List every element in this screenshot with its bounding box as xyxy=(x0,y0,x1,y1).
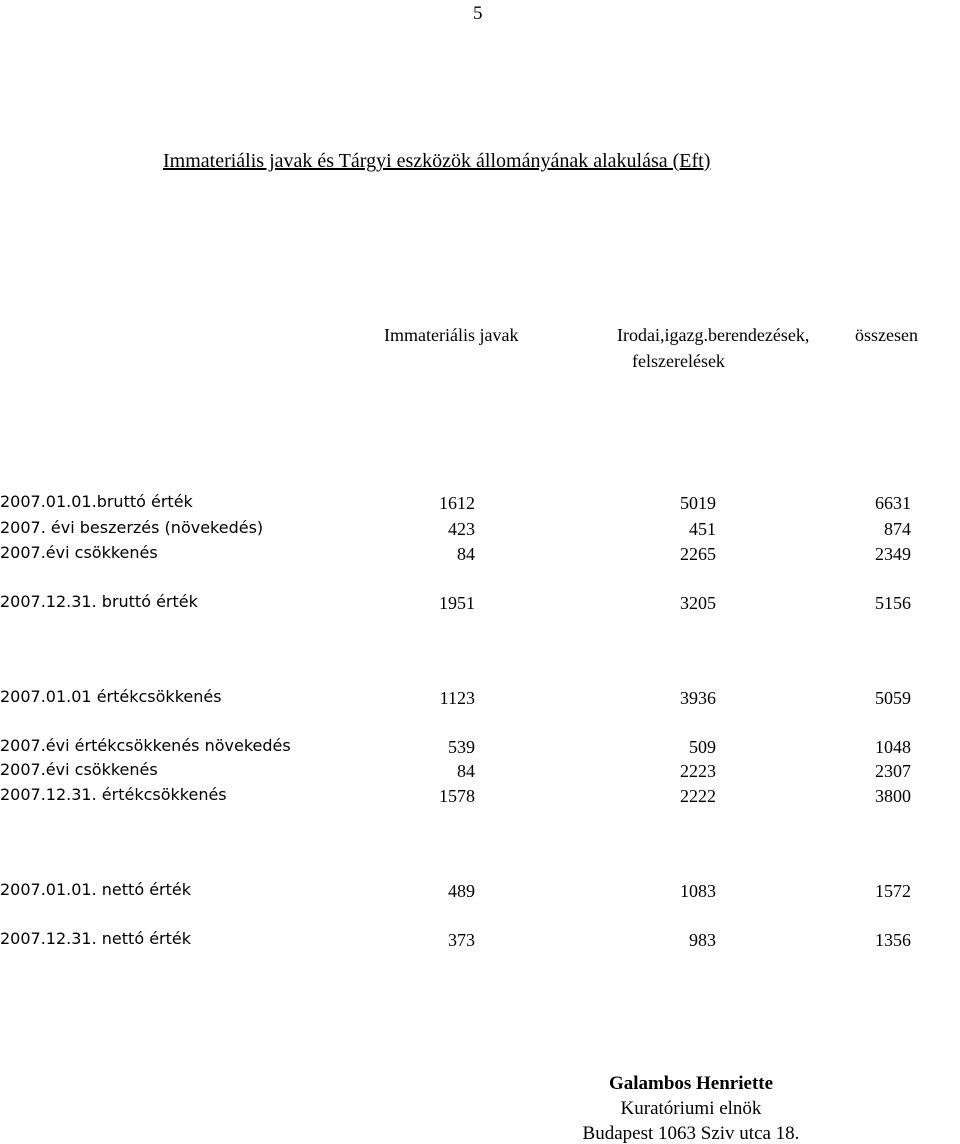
cell-total: 874 xyxy=(884,519,911,539)
row-label: 2007.12.31. bruttó érték xyxy=(0,592,198,611)
cell-total: 5156 xyxy=(875,593,911,613)
cell-equipment: 2223 xyxy=(680,761,716,781)
cell-intangible: 1123 xyxy=(439,688,475,708)
row-label: 2007.12.31. nettó érték xyxy=(0,929,191,948)
cell-equipment: 3205 xyxy=(680,593,716,613)
column-header-office-equipment-line2: felszerelések xyxy=(632,351,725,371)
row-label: 2007.01.01.bruttó érték xyxy=(0,492,193,511)
cell-total: 1356 xyxy=(875,930,911,950)
cell-equipment: 451 xyxy=(689,519,716,539)
signatory-role: Kuratóriumi elnök xyxy=(620,1098,762,1119)
cell-intangible: 539 xyxy=(448,737,475,757)
cell-equipment: 1083 xyxy=(680,881,716,901)
cell-total: 2307 xyxy=(875,761,911,781)
cell-intangible: 84 xyxy=(457,761,475,781)
row-label: 2007.12.31. értékcsökkenés xyxy=(0,785,227,804)
cell-equipment: 3936 xyxy=(680,688,716,708)
signatory-address: Budapest 1063 Sziv utca 18. xyxy=(582,1123,800,1144)
row-label: 2007.évi csökkenés xyxy=(0,760,158,779)
cell-total: 6631 xyxy=(875,493,911,513)
cell-total: 5059 xyxy=(875,688,911,708)
cell-total: 2349 xyxy=(875,544,911,564)
cell-equipment: 2265 xyxy=(680,544,716,564)
column-header-intangible-assets: Immateriális javak xyxy=(384,325,519,345)
cell-total: 3800 xyxy=(875,786,911,806)
cell-intangible: 489 xyxy=(448,881,475,901)
cell-intangible: 423 xyxy=(448,519,475,539)
row-label: 2007.01.01. nettó érték xyxy=(0,880,191,899)
row-label: 2007.01.01 értékcsökkenés xyxy=(0,687,222,706)
column-header-total: összesen xyxy=(855,325,918,345)
cell-intangible: 1578 xyxy=(439,786,475,806)
cell-total: 1572 xyxy=(875,881,911,901)
cell-intangible: 84 xyxy=(457,544,475,564)
cell-equipment: 5019 xyxy=(680,493,716,513)
document-title: Immateriális javak és Tárgyi eszközök állományának alakulása (Eft) xyxy=(163,150,711,172)
page-number: 5 xyxy=(473,3,483,24)
cell-intangible: 1951 xyxy=(439,593,475,613)
column-header-office-equipment: Irodai,igazg.berendezések, xyxy=(617,325,810,345)
cell-equipment: 983 xyxy=(689,930,716,950)
cell-equipment: 509 xyxy=(689,737,716,757)
cell-total: 1048 xyxy=(875,737,911,757)
cell-equipment: 2222 xyxy=(680,786,716,806)
row-label: 2007. évi beszerzés (növekedés) xyxy=(0,518,264,537)
signatory-name: Galambos Henriette xyxy=(608,1073,774,1094)
cell-intangible: 1612 xyxy=(439,493,475,513)
row-label: 2007.évi értékcsökkenés növekedés xyxy=(0,736,291,755)
cell-intangible: 373 xyxy=(448,930,475,950)
row-label: 2007.évi csökkenés xyxy=(0,543,158,562)
